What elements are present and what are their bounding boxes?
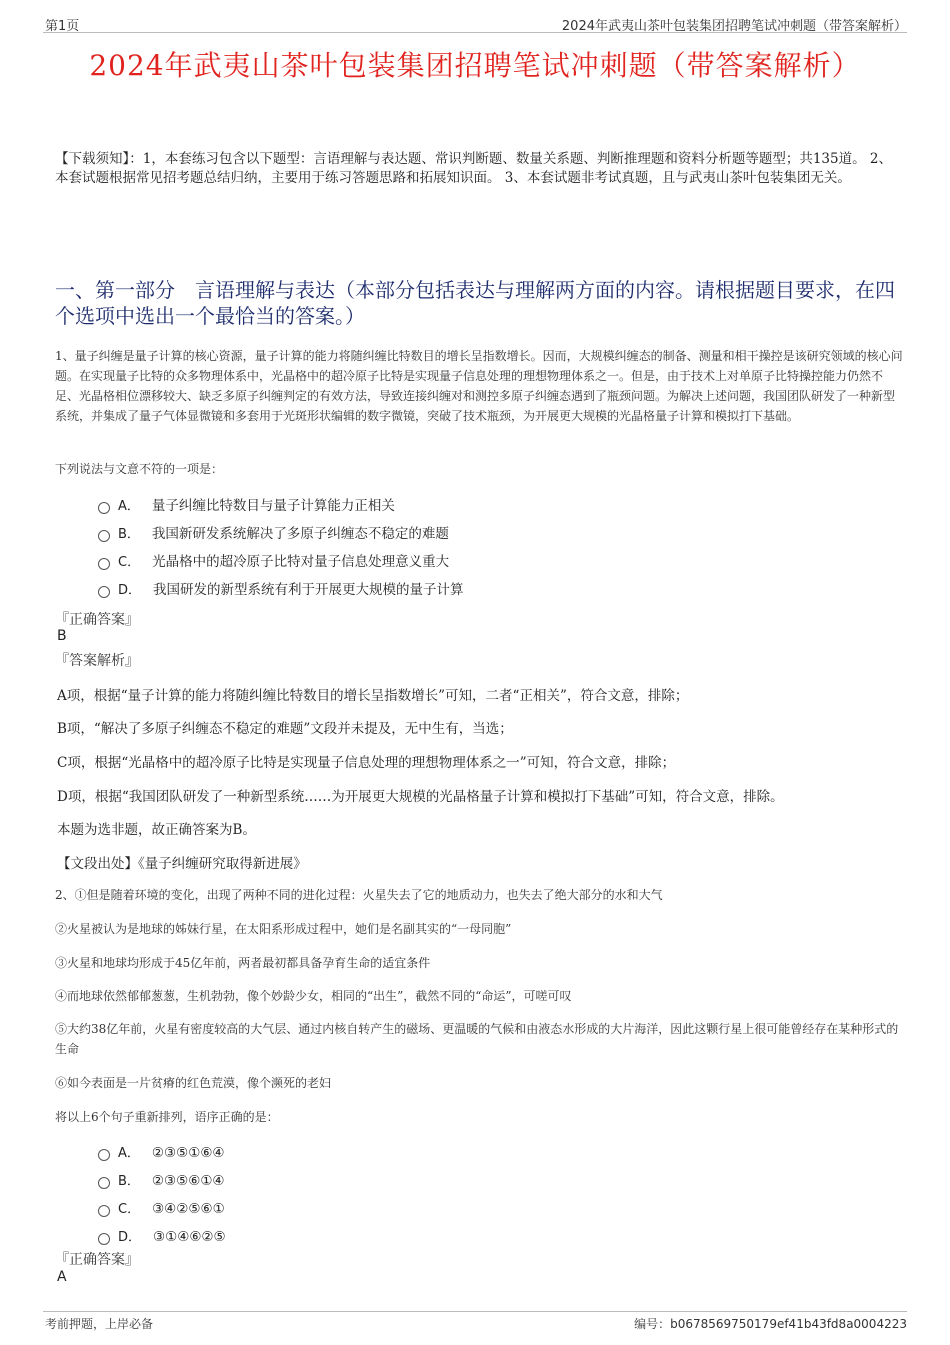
q2-sentence-3: ③火星和地球均形成于45亿年前，两者最初都具备孕育生命的适宜条件 — [55, 956, 431, 970]
q1-analysis-conclusion: 本题为选非题，故正确答案为B。 — [57, 822, 256, 838]
q1-analysis-label: 『答案解析』 — [55, 653, 139, 669]
radio-icon[interactable] — [98, 502, 110, 514]
q2-sentence-4: ④而地球依然郁郁葱葱，生机勃勃，像个妙龄少女，相同的“出生”，截然不同的“命运”，可嗟可叹 — [55, 989, 572, 1003]
q1-analysis-c: C项，根据“光晶格中的超冷原子比特是实现量子信息处理的理想物理体系之一”可知，符合文意，排除； — [57, 755, 676, 771]
q1-answer: B — [57, 628, 67, 644]
q2-option-d[interactable]: D． ③①④⑥②⑤ — [98, 1227, 226, 1247]
q2-option-a[interactable]: A． ②③⑤①⑥④ — [98, 1143, 225, 1163]
radio-icon[interactable] — [98, 586, 110, 598]
q2-sentence-2: ②火星被认为是地球的姊妹行星，在太阳系形成过程中，她们是名副其实的“一母同胞” — [55, 922, 512, 936]
q1-prompt: 下列说法与文意不符的一项是： — [55, 462, 224, 476]
page-number: 第1页 — [45, 19, 80, 34]
q1-analysis-a: A项，根据“量子计算的能力将随纠缠比特数目的增长呈指数增长”可知，二者“正相关”，符合文意，排除； — [57, 688, 689, 704]
page-footer — [43, 1311, 907, 1332]
q2-sentence-1: 2、①但是随着环境的变化，出现了两种不同的进化过程：火星失去了它的地质动力，也失去了绝大部分的水和大气 — [55, 888, 663, 902]
q2-option-b[interactable]: B． ②③⑤⑥①④ — [98, 1171, 225, 1191]
q1-option-a[interactable]: A． 量子纠缠比特数目与量子计算能力正相关 — [98, 496, 395, 516]
footer-doc-id: 编号：b0678569750179ef41b43fd8a0004223 — [634, 1317, 907, 1331]
radio-icon[interactable] — [98, 1149, 110, 1161]
q1-option-d[interactable]: D． 我国研发的新型系统有利于开展更大规模的量子计算 — [98, 580, 464, 600]
page-title: 2024年武夷山茶叶包装集团招聘笔试冲刺题（带答案解析） — [89, 49, 861, 82]
q1-source: 【文段出处】《量子纠缠研究取得新进展》 — [57, 856, 307, 872]
q2-option-c[interactable]: C． ③④②⑤⑥① — [98, 1199, 225, 1219]
download-notice: 【下载须知】：1，本套练习包含以下题型：言语理解与表达题、常识判断题、数量关系题、判断推理题和资料分析题等题型；共135道。 2、本套试题根据常见招考题总结归纳，主要用于练习答题思路和拓展知识面。 3、本套试题非考试真题，且与武夷山茶叶包装集团无关。 — [55, 151, 892, 186]
radio-icon[interactable] — [98, 1177, 110, 1189]
section-title: 一、第一部分 言语理解与表达（本部分包括表达与理解两方面的内容。请根据题目要求，在四个选项中选出一个最恰当的答案。） — [55, 278, 895, 328]
q2-sentence-5: ⑤大约38亿年前，火星有密度较高的大气层、通过内核自转产生的磁场、更温暖的气候和由液态水形成的大片海洋，因此这颗行星上很可能曾经存在某种形式的生命 — [55, 1022, 899, 1056]
q1-analysis-d: D项，根据“我国团队研发了一种新型系统……为开展更大规模的光晶格量子计算和模拟打下基础”可知，符合文意，排除。 — [57, 789, 784, 805]
q2-sentence-6: ⑥如今表面是一片贫瘠的红色荒漠，像个濒死的老妇 — [55, 1076, 332, 1090]
q2-answer-label: 『正确答案』 — [55, 1252, 139, 1268]
radio-icon[interactable] — [98, 558, 110, 570]
radio-icon[interactable] — [98, 1233, 110, 1245]
radio-icon[interactable] — [98, 1205, 110, 1217]
page-header — [43, 14, 907, 33]
q1-option-c[interactable]: C． 光晶格中的超冷原子比特对量子信息处理意义重大 — [98, 552, 449, 572]
q1-option-b[interactable]: B． 我国新研发系统解决了多原子纠缠态不稳定的难题 — [98, 524, 449, 544]
q1-analysis-b: B项，“解决了多原子纠缠态不稳定的难题”文段并未提及，无中生有，当选； — [57, 721, 513, 737]
q2-prompt: 将以上6个句子重新排列，语序正确的是： — [55, 1110, 279, 1124]
q1-answer-label: 『正确答案』 — [55, 612, 139, 628]
header-doc-title: 2024年武夷山茶叶包装集团招聘笔试冲刺题（带答案解析） — [561, 19, 907, 34]
q2-answer: A — [57, 1269, 67, 1285]
q1-stem: 1、量子纠缠是量子计算的核心资源，量子计算的能力将随纠缠比特数目的增长呈指数增长。因而，大规模纠缠态的制备、测量和相干操控是该研究领域的核心问题。在实现量子比特的众多物理体系中，光晶格中的超冷原子比特是实现量子信息处理的理想物理体系之一。但是，由于技术上对单原子比特操控能力仍然不足、光晶格相位漂移较大、缺乏多原子纠缠判定的有效方法，导致连接纠缠对和测控多原子纠缠态遇到了瓶颈问题。为解决上述问题，我国团队研发了一种新型系统，并集成了量子气体显微镜和多套用于光斑形状编辑的数字微镜，突破了技术瓶颈，为开展更大规模的光晶格量子计算和模拟打下基础。 — [55, 349, 903, 423]
footer-slogan: 考前押题，上岸必备 — [45, 1317, 154, 1331]
radio-icon[interactable] — [98, 530, 110, 542]
